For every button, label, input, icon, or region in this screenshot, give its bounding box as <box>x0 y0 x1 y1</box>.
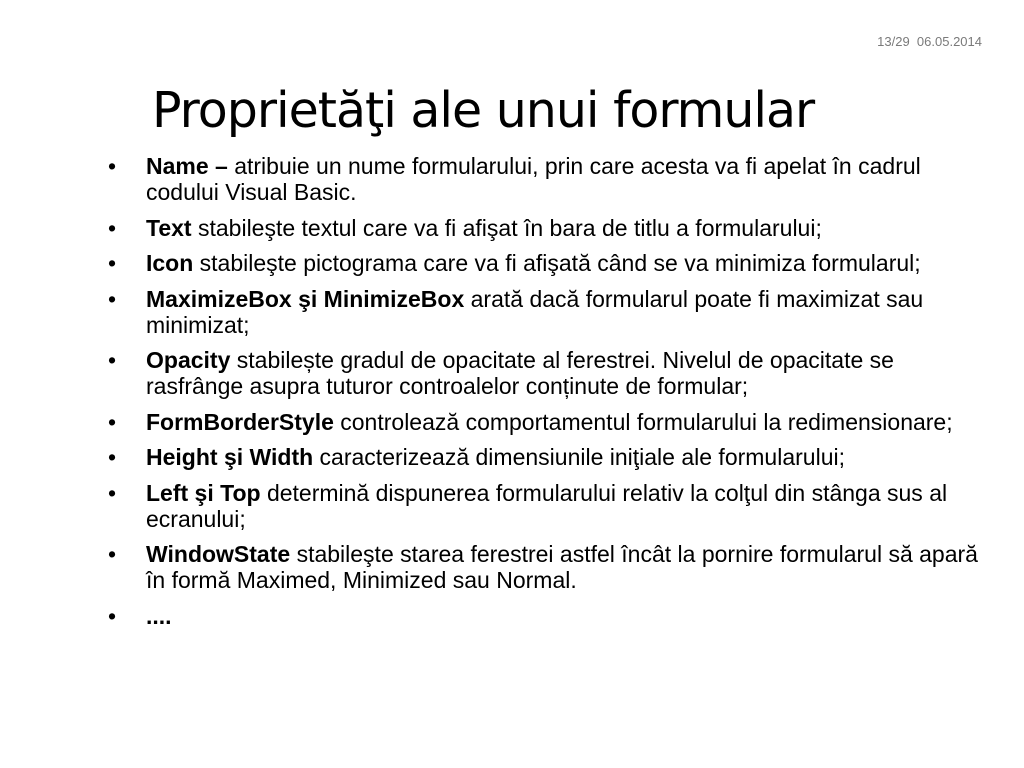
bullet-term: WindowState <box>146 541 291 567</box>
bullet-term: FormBorderStyle <box>146 408 334 435</box>
bullet-description: stabileşte starea ferestrei astfel încât la pornire formularul să apară în formă Maximed, Minimized sau Normal. <box>146 541 978 593</box>
bullet-term: .... <box>146 602 172 629</box>
bullet-description: caracterizează dimensiunile iniţiale ale formularului; <box>313 444 845 470</box>
bullet-description: stabilește gradul de opacitate al ferestrei. Nivelul de opacitate se rasfrânge asupra tuturor controalelor conținute de formular; <box>146 347 894 399</box>
list-item <box>146 153 996 205</box>
page-title: Proprietăţi ale unui formular <box>152 82 815 139</box>
bullet-description: controlează comportamentul formularului la redimensionare; <box>333 408 953 435</box>
bullet-term: Left şi Top <box>146 479 261 506</box>
bullet-term: Name – <box>146 153 228 179</box>
bullet-description: stabileşte pictograma care va fi afişată când se va minimiza formularul; <box>193 250 921 276</box>
list-item <box>146 541 996 593</box>
bullet-description: stabileşte textul care va fi afişat în bara de titlu a formularului; <box>191 214 822 241</box>
list-item <box>146 409 996 435</box>
list-item <box>146 347 996 399</box>
bullet-term: MaximizeBox şi MinimizeBox <box>146 285 465 312</box>
bullet-term: Opacity <box>146 347 231 373</box>
list-item <box>146 480 996 532</box>
slide-number: 13/29 <box>877 34 910 49</box>
list-item <box>146 444 996 470</box>
slide-date: 06.05.2014 <box>916 34 982 49</box>
slide-meta <box>877 34 982 49</box>
bullet-description: atribuie un nume formularului, prin care acesta va fi apelat în cadrul codului Visual Basic. <box>146 153 921 205</box>
bullet-list <box>146 153 996 638</box>
bullet-term: Height şi Width <box>146 444 314 470</box>
list-item <box>146 286 996 338</box>
list-item <box>146 250 996 276</box>
bullet-description: determină dispunerea formularului relativ la colţul din stânga sus al ecranului; <box>146 479 948 532</box>
bullet-term: Icon <box>146 250 194 276</box>
list-item <box>146 603 996 629</box>
bullet-term: Text <box>146 214 192 241</box>
bullet-description: arată dacă formularul poate fi maximizat sau minimizat; <box>146 285 924 338</box>
list-item <box>146 215 996 241</box>
